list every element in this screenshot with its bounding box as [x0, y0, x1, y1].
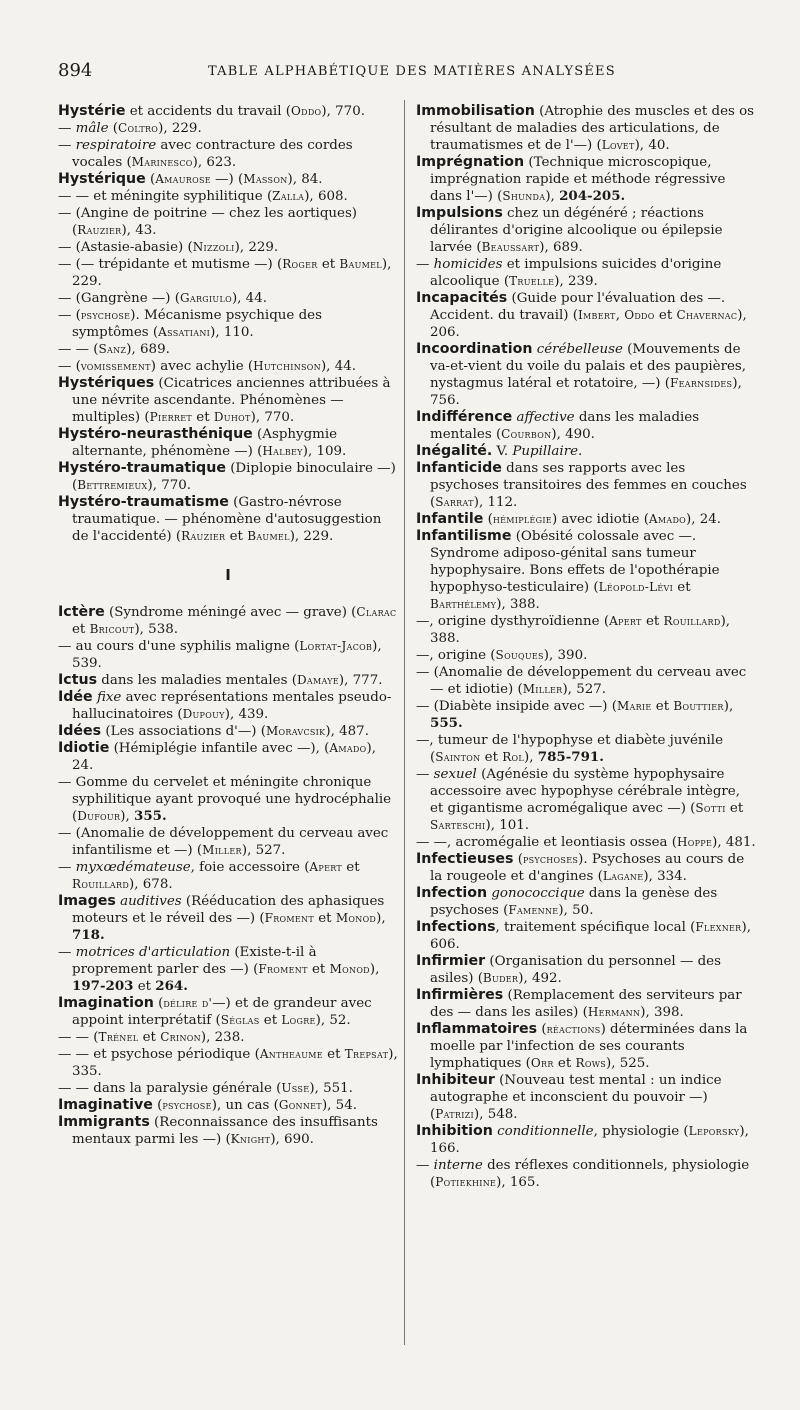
index-entry: Infantilisme (Obésité colossale avec —. Syndrome adiposo-génital sans tumeur hypophysaire. Bons effets de l'opothérapie hypophyso-testiculaire) (Léopold-Lévi et Barthélemy), 388. — [416, 528, 720, 612]
index-entry: Infanticide dans ses rapports avec les psychoses transitoires des femmes en couches (Sarrat), 112. — [416, 460, 747, 510]
index-entry: — interne des réflexes conditionnels, physiologie (Potiekhine), 165. — [416, 1158, 750, 1190]
index-entry: Infirmier (Organisation du personnel — des asiles) (Buder), 492. — [416, 953, 721, 986]
index-entry: — myxœdémateuse, foie accessoire (Apert et Rouillard), 678. — [58, 860, 360, 892]
index-entry: Images auditives (Rééducation des aphasiques moteurs et le réveil des —) (Froment et Monod), 718. — [58, 893, 386, 943]
index-entry: —, origine dysthyroïdienne (Apert et Rouillard), 388. — [416, 614, 731, 646]
index-entry: Immobilisation (Atrophie des muscles et des os résultant de maladies des articulations, de traumatismes et de l'—) (Lovet), 40. — [416, 103, 755, 153]
index-entry: — motrices d'articulation (Existe-t-il à proprement parler des —) (Froment et Monod), 197-203 et 264. — [58, 945, 380, 994]
page-number: 894 — [58, 60, 93, 81]
index-entry: Hystéro-traumatique (Diplopie binoculaire —) (Bettremieux), 770. — [58, 460, 396, 493]
index-entry: Infection gonococcique dans la genèse des psychoses (Famenne), 50. — [416, 885, 718, 918]
index-entry: Infirmières (Remplacement des serviteurs par des — dans les asiles) (Hermann), 398. — [416, 987, 742, 1020]
index-entry: Ictus dans les maladies mentales (Damaye), 777. — [58, 672, 383, 688]
index-entry: — Gomme du cervelet et méningite chronique syphilitique ayant provoqué une hydrocéphalie (Dufour), 355. — [58, 775, 392, 824]
index-entry: — (vomissement) avec achylie (Hutchinson), 44. — [58, 359, 356, 374]
index-entry: — (— trépidante et mutisme —) (Roger et Baumel), 229. — [58, 257, 392, 289]
index-entry: — (Astasie-abasie) (Nizzoli), 229. — [58, 240, 279, 255]
index-entry: — — (Sanz), 689. — [58, 342, 170, 357]
page-header — [58, 60, 748, 86]
index-entry: Hystériques (Cicatrices anciennes attribuées à une névrite ascendante. Phénomènes — multiples) (Pierret et Duhot), 770. — [58, 375, 391, 425]
index-entry: — sexuel (Agénésie du système hypophysaire accessoire avec hypophyse cérébrale intègre, et gigantisme acromégalique avec —) (Sotti et Sarteschi), 101. — [416, 767, 744, 833]
index-entry: Infections, traitement spécifique local (Flexner), 606. — [416, 919, 751, 952]
index-entry: — (Diabète insipide avec —) (Marie et Bouttier), 555. — [416, 699, 734, 731]
index-entry: Hystéro-traumatisme (Gastro-névrose traumatique. — phénomène d'autosuggestion de l'accidenté) (Rauzier et Baumel), 229. — [58, 494, 382, 544]
index-entry: — (Gangrène —) (Gargiulo), 44. — [58, 291, 267, 306]
index-entry: Hystérie et accidents du travail (Oddo), 770. — [58, 103, 365, 119]
index-entry: — (psychose). Mécanisme psychique des symptômes (Assatiani), 110. — [58, 308, 322, 340]
column-divider — [404, 100, 405, 1345]
index-entry: Imprégnation (Technique microscopique, imprégnation rapide et méthode régressive dans l'—) (Shunda), 204-205. — [416, 154, 726, 204]
index-entry: Indifférence affective dans les maladies mentales (Courbon), 490. — [416, 409, 700, 442]
index-entry: Imagination (délire d'—) et de grandeur avec appoint interprétatif (Séglas et Logre), 52. — [58, 995, 372, 1028]
index-entry: — — et psychose périodique (Antheaume et Trepsat), 335. — [58, 1047, 398, 1079]
index-entry: — — dans la paralysie générale (Usse), 551. — [58, 1081, 353, 1096]
index-entry: Inhibiteur (Nouveau test mental : un indice autographe et inconscient du pouvoir —) (Patrizi), 548. — [416, 1072, 722, 1122]
section-letter: I — [225, 566, 231, 584]
entries-h — [58, 103, 398, 545]
index-entry: — — (Trénel et Crinon), 238. — [58, 1030, 245, 1045]
index-entry: Imaginative (psychose), un cas (Gonnet), 54. — [58, 1097, 357, 1113]
index-entry: Idiotie (Hémiplégie infantile avec —), (Amado), 24. — [58, 740, 376, 773]
index-entry: — (Anomalie de développement du cerveau avec — et idiotie) (Miller), 527. — [416, 665, 747, 697]
index-entry: — au cours d'une syphilis maligne (Lortat-Jacob), 539. — [58, 639, 382, 671]
entries-i-left — [58, 604, 398, 1148]
index-entry: Incoordination cérébelleuse (Mouvements de va-et-vient du voile du palais et des paupières, nystagmus latéral et rotatoire, —) (Fearnsides), 756. — [416, 341, 747, 408]
index-entry: Immigrants (Reconnaissance des insuffisants mentaux parmi les —) (Knight), 690. — [58, 1114, 378, 1147]
index-entry: —, tumeur de l'hypophyse et diabète juvénile (Sainton et Rol), 785-791. — [416, 733, 724, 765]
index-entry: Ictère (Syndrome méningé avec — grave) (Clarac et Bricout), 538. — [58, 604, 397, 637]
running-title: TABLE ALPHABÉTIQUE DES MATIÈRES ANALYSÉES — [208, 64, 616, 79]
index-entry: Infantile (hémiplégie) avec idiotie (Amado), 24. — [416, 511, 722, 527]
index-entry: Idées (Les associations d'—) (Moravcsik), 487. — [58, 723, 369, 739]
index-entry: Incapacités (Guide pour l'évaluation des —. Accident. du travail) (Imbert, Oddo et Chavernac), 206. — [416, 290, 747, 340]
entries-i-right — [416, 103, 756, 1191]
index-entry: Inhibition conditionnelle, physiologie (Leporsky), 166. — [416, 1123, 749, 1156]
index-entry: Idée fixe avec représentations mentales pseudo-hallucinatoires (Dupouy), 439. — [58, 689, 392, 722]
index-entry: — — et méningite syphilitique (Zalla), 608. — [58, 189, 348, 204]
index-entry: — (Angine de poitrine — chez les aortiques) (Rauzier), 43. — [58, 206, 358, 238]
index-entry: Hystérique (Amaurose —) (Masson), 84. — [58, 171, 323, 187]
index-entry: Infectieuses (psychoses). Psychoses au cours de la rougeole et d'angines (Lagane), 334. — [416, 851, 745, 884]
right-column — [416, 103, 756, 1191]
index-entry: — mâle (Coltro), 229. — [58, 121, 202, 136]
index-entry: Inflammatoires (réactions) déterminées dans la moelle par l'infection de ses courants lymphatiques (Orr et Rows), 525. — [416, 1021, 748, 1071]
index-entry: Hystéro-neurasthénique (Asphygmie alternante, phénomène —) (Halbey), 109. — [58, 426, 347, 459]
left-column — [58, 103, 398, 1148]
index-entry: — homicides et impulsions suicides d'origine alcoolique (Truelle), 239. — [416, 257, 722, 289]
index-entry: —, origine (Souques), 390. — [416, 648, 588, 663]
index-entry: Impulsions chez un dégénéré ; réactions délirantes d'origine alcoolique ou épilepsie larvée (Beaussart), 689. — [416, 205, 723, 255]
index-entry: — respiratoire avec contracture des cordes vocales (Marinesco), 623. — [58, 138, 353, 170]
index-entry: Inégalité. V. Pupillaire. — [416, 443, 583, 459]
index-entry: — (Anomalie de développement du cerveau avec infantilisme et —) (Miller), 527. — [58, 826, 389, 858]
index-entry: — —, acromégalie et leontiasis ossea (Hoppe), 481. — [416, 835, 756, 850]
